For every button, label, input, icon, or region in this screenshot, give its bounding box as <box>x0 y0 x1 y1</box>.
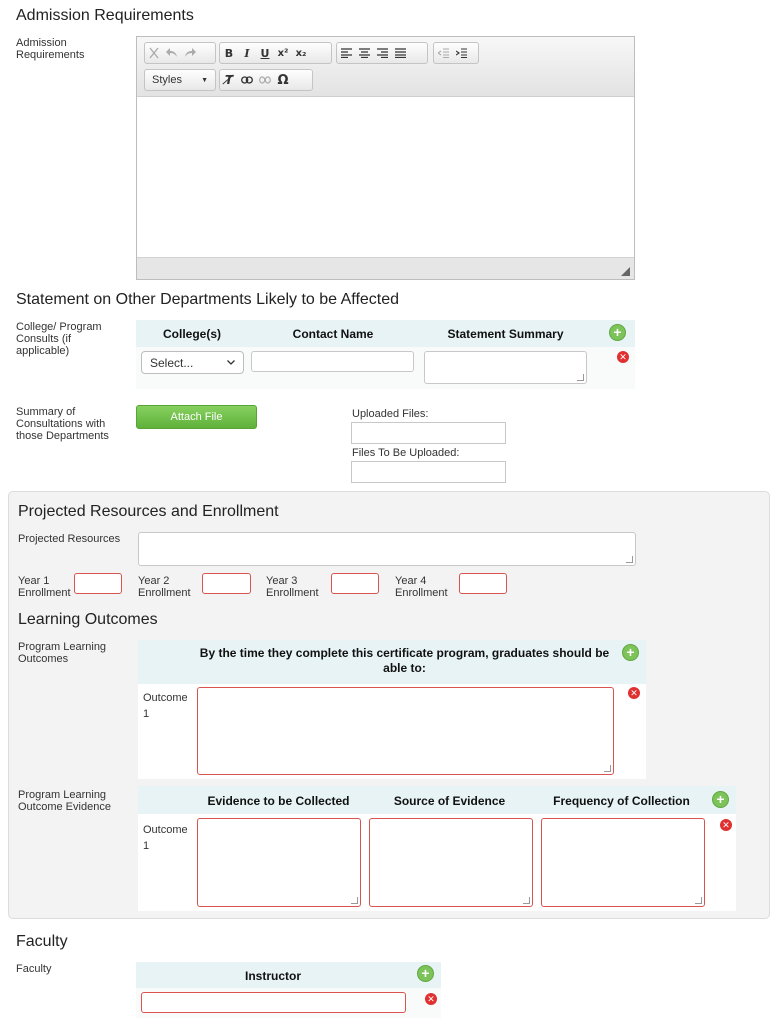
col-source: Source of Evidence <box>393 794 506 808</box>
source-of-evidence-input[interactable] <box>369 818 533 907</box>
textarea-resize-icon[interactable] <box>604 765 611 772</box>
evidence-table-header <box>138 786 736 814</box>
year-3-enrollment-input[interactable] <box>331 573 379 594</box>
col-contact-name: Contact Name <box>292 327 374 341</box>
indent-icon[interactable] <box>452 43 470 63</box>
plo-label: Program Learning Outcomes <box>18 641 107 665</box>
add-outcome-icon[interactable]: + <box>622 644 639 661</box>
alignment-group <box>336 42 428 64</box>
add-instructor-icon[interactable]: + <box>417 965 434 982</box>
col-instructor: Instructor <box>244 969 301 983</box>
year-2-enrollment-input[interactable] <box>202 573 251 594</box>
uploaded-files-label: Uploaded Files: <box>352 408 429 420</box>
consults-table-header <box>136 320 635 347</box>
undo-icon[interactable] <box>163 43 181 63</box>
cut-icon[interactable] <box>145 43 163 63</box>
remove-evidence-icon[interactable]: ✕ <box>720 819 732 831</box>
rich-text-editor <box>136 36 635 280</box>
add-consult-icon[interactable]: + <box>609 324 626 341</box>
year-1-label: Year 1 Enrollment <box>18 575 71 599</box>
unlink-icon[interactable] <box>256 70 274 90</box>
superscript-button[interactable]: x² <box>277 47 289 59</box>
dropdown-arrow-icon: ▼ <box>201 76 208 84</box>
year-1-enrollment-input[interactable] <box>74 573 122 594</box>
contact-name-input[interactable] <box>251 351 414 372</box>
faculty-section-title: Faculty <box>16 933 68 950</box>
edit-group <box>144 42 216 64</box>
styles-dropdown[interactable] <box>144 69 216 91</box>
special-character-button[interactable]: Ω <box>277 72 289 88</box>
textarea-resize-icon[interactable] <box>577 374 584 381</box>
resources-section-title: Projected Resources and Enrollment <box>18 503 279 520</box>
col-colleges: College(s) <box>162 327 221 341</box>
textarea-resize-icon[interactable] <box>523 897 530 904</box>
frequency-of-collection-input[interactable] <box>541 818 705 907</box>
remove-outcome-icon[interactable]: ✕ <box>628 687 640 699</box>
add-evidence-icon[interactable]: + <box>712 791 729 808</box>
outcome-1-label: Outcome 1 <box>143 692 188 720</box>
files-to-upload-label: Files To Be Uploaded: <box>352 447 460 459</box>
text-style-group <box>219 42 332 64</box>
textarea-resize-icon[interactable] <box>626 556 633 563</box>
evidence-collected-input[interactable] <box>197 818 361 907</box>
projected-resources-label: Projected Resources <box>18 533 121 545</box>
admission-section-title: Admission Requirements <box>16 7 194 24</box>
year-3-label: Year 3 Enrollment <box>266 575 319 599</box>
remove-instructor-icon[interactable]: ✕ <box>425 993 437 1005</box>
uploaded-files-box <box>351 422 506 444</box>
chevron-down-icon <box>227 360 235 365</box>
align-center-icon[interactable] <box>355 43 373 63</box>
outcome-1-input[interactable] <box>197 687 614 775</box>
editor-footer <box>137 257 634 279</box>
editor-toolbar <box>137 37 634 97</box>
italic-button[interactable]: I <box>244 46 250 60</box>
link-icon[interactable] <box>238 70 256 90</box>
format-tools-group <box>219 69 313 91</box>
align-left-icon[interactable] <box>337 43 355 63</box>
plo-header-text: By the time they complete this certificate program, graduates should be able to: <box>199 646 610 675</box>
statement-summary-input[interactable] <box>424 351 587 384</box>
editor-content-area[interactable] <box>137 97 634 257</box>
redo-icon[interactable] <box>181 43 199 63</box>
consults-label: College/ Program Consults (if applicable) <box>16 321 102 357</box>
files-to-upload-box <box>351 461 506 483</box>
attach-file-button[interactable]: Attach File <box>136 405 257 429</box>
college-select[interactable] <box>141 351 244 374</box>
faculty-table-header <box>136 962 441 988</box>
faculty-field-label: Faculty <box>16 963 52 975</box>
textarea-resize-icon[interactable] <box>351 897 358 904</box>
bold-button[interactable]: B <box>224 46 234 60</box>
col-frequency: Frequency of Collection <box>553 794 690 808</box>
projected-resources-input[interactable] <box>138 532 636 566</box>
instructor-input[interactable] <box>141 992 406 1013</box>
admission-field-label: Admission Requirements <box>16 37 85 61</box>
year-2-label: Year 2 Enrollment <box>138 575 191 599</box>
year-4-label: Year 4 Enrollment <box>395 575 448 599</box>
remove-consult-icon[interactable]: ✕ <box>617 351 629 363</box>
evidence-outcome-1-label: Outcome 1 <box>143 824 188 852</box>
college-select-value: Select... <box>150 355 194 370</box>
plo-table-header <box>138 640 646 684</box>
statement-section-title: Statement on Other Departments Likely to be Affected <box>16 291 400 308</box>
underline-button[interactable]: U <box>260 46 270 60</box>
align-right-icon[interactable] <box>373 43 391 63</box>
outcomes-section-title: Learning Outcomes <box>18 611 158 628</box>
year-4-enrollment-input[interactable] <box>459 573 507 594</box>
summary-label: Summary of Consultations with those Departments <box>16 406 109 442</box>
remove-format-icon[interactable]: T̸ <box>224 73 234 87</box>
evidence-label: Program Learning Outcome Evidence <box>18 789 111 813</box>
resize-handle-icon[interactable] <box>621 267 630 276</box>
outdent-icon[interactable] <box>434 43 452 63</box>
textarea-resize-icon[interactable] <box>695 897 702 904</box>
styles-dropdown-label: Styles <box>152 74 182 86</box>
indent-group <box>433 42 479 64</box>
subscript-button[interactable]: x₂ <box>295 47 307 59</box>
col-evidence: Evidence to be Collected <box>207 794 350 808</box>
align-justify-icon[interactable] <box>391 43 409 63</box>
col-statement-summary: Statement Summary <box>447 327 564 341</box>
